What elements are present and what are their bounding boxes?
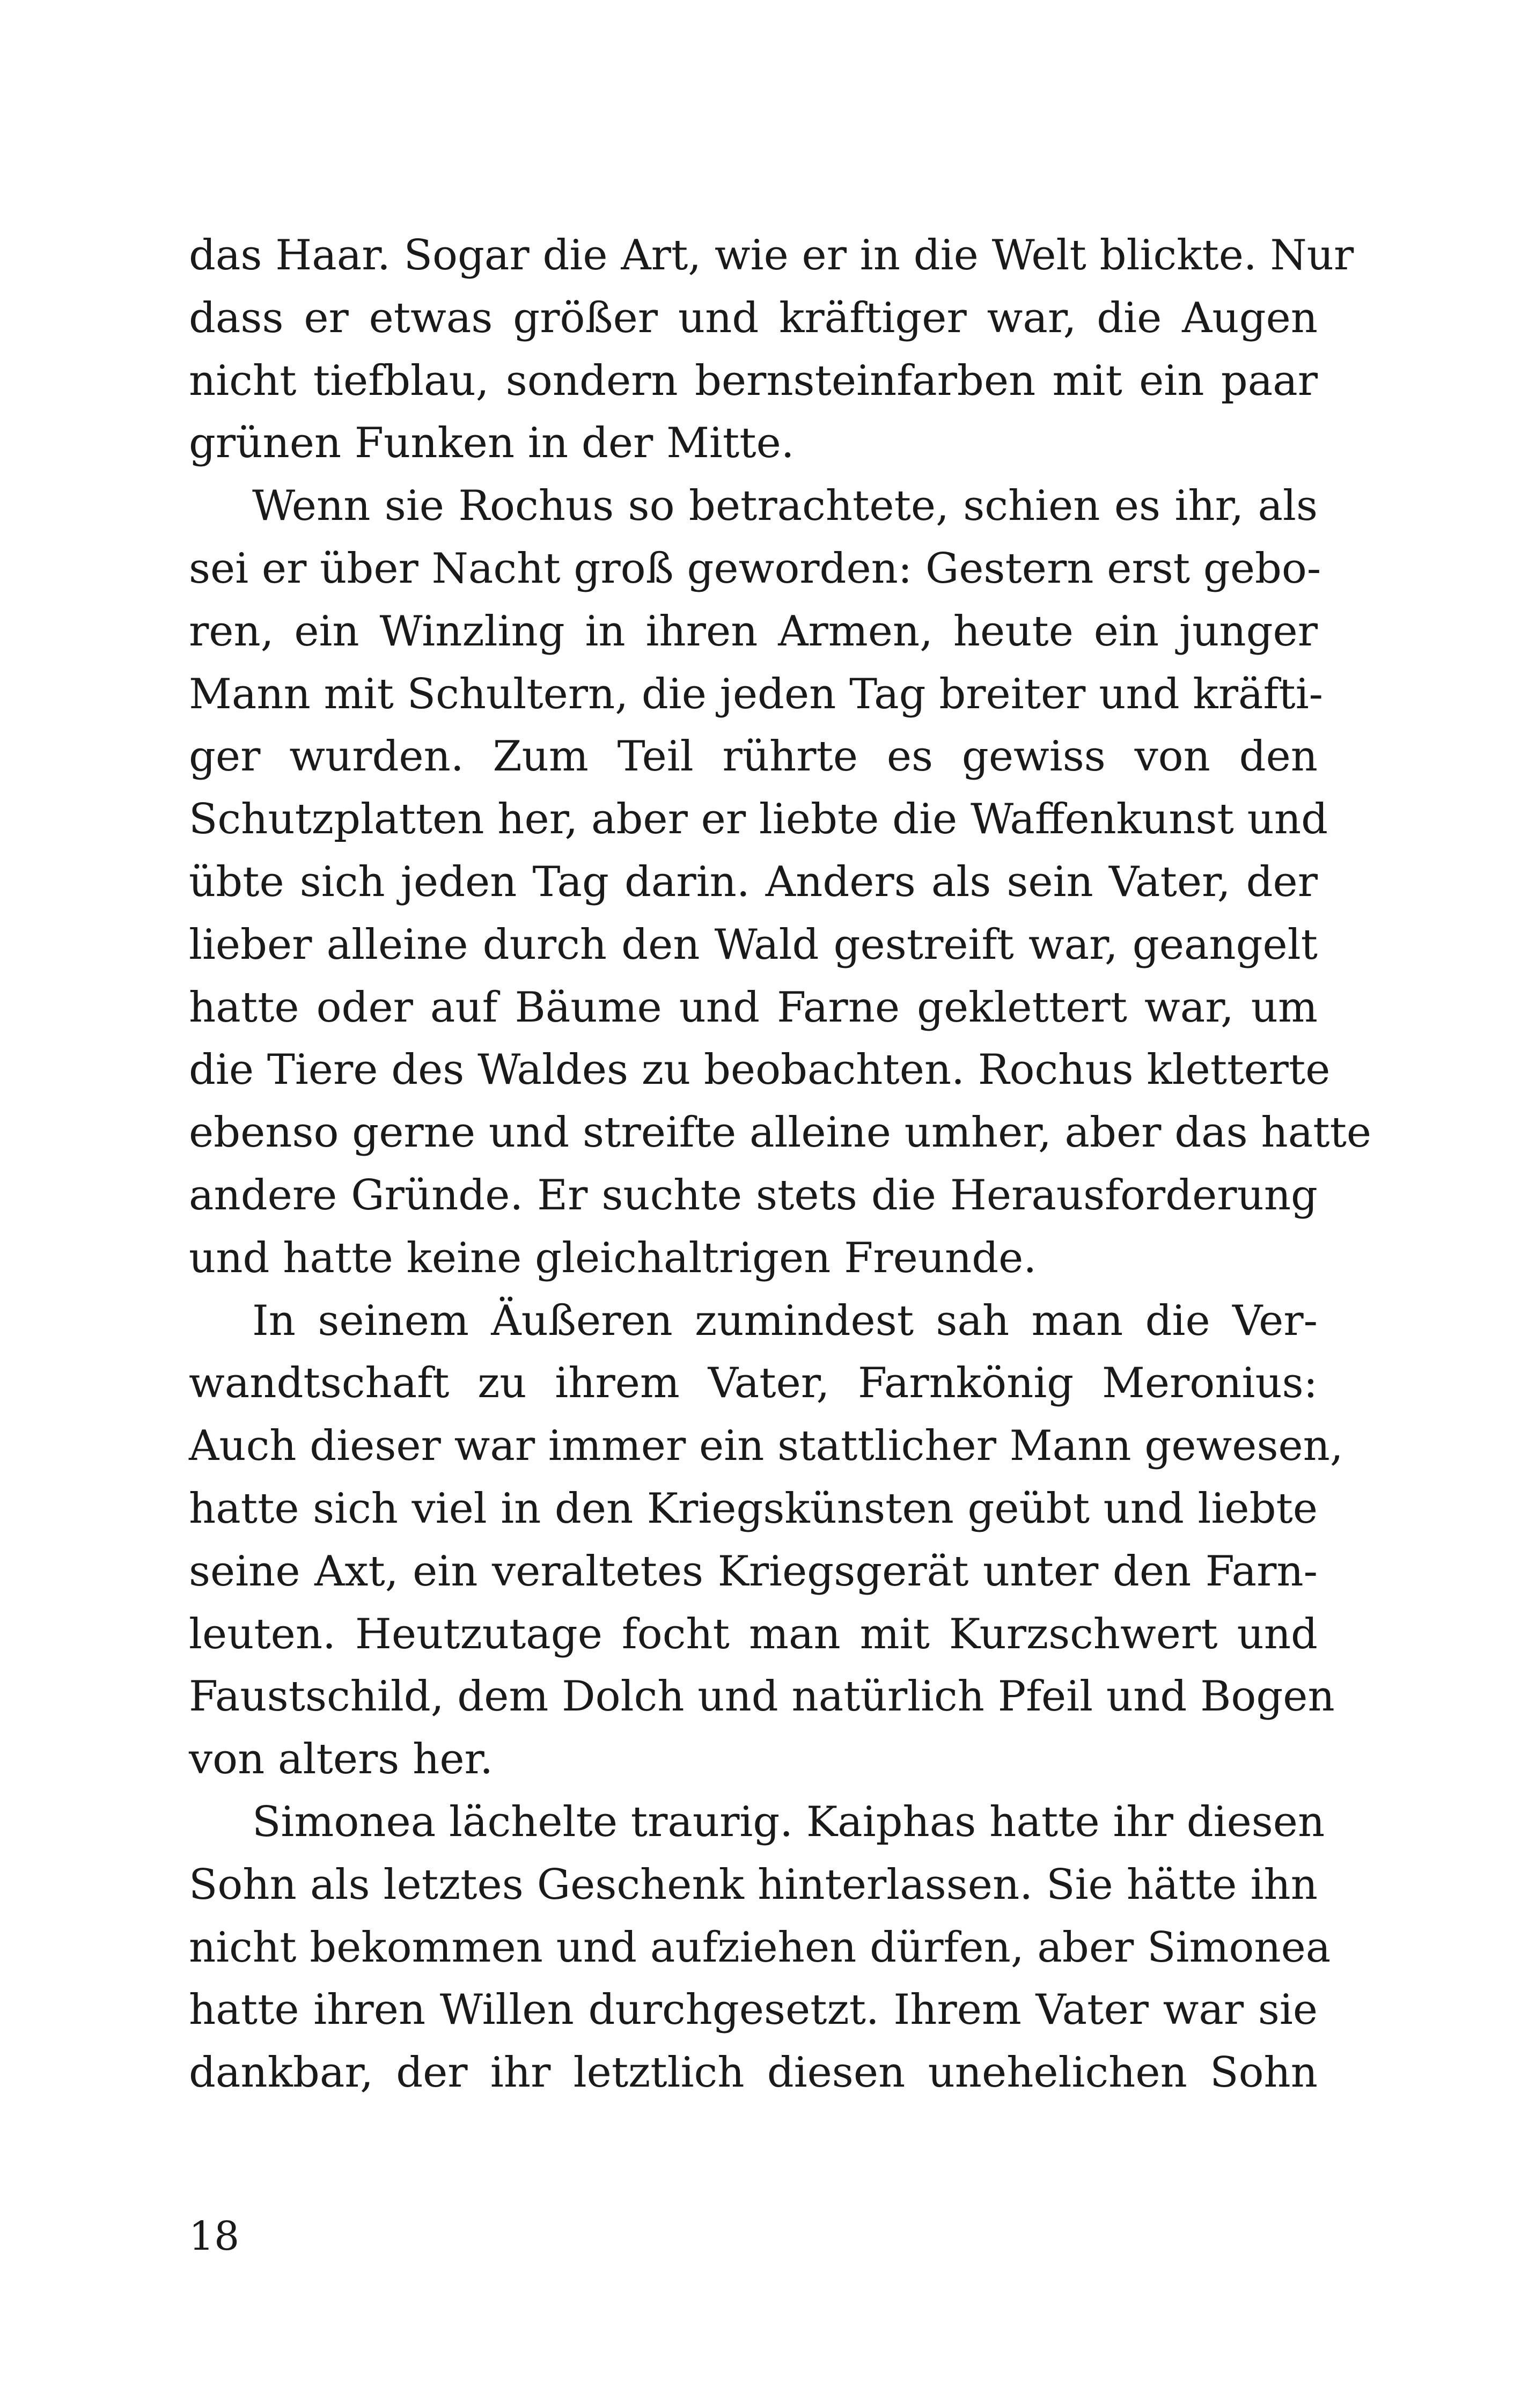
text-line: dass er etwas größer und kräftiger war, die Augen: [189, 293, 1318, 342]
text-line: Schutzplatten her, aber er liebte die Waffenkunst und: [189, 795, 1328, 844]
text-line: nicht bekommen und aufziehen dürfen, aber Simonea: [189, 1923, 1331, 1972]
text-line: Sohn als letztes Geschenk hinterlassen. Sie hätte ihn: [189, 1860, 1318, 1909]
text-line: lieber alleine durch den Wald gestreift war, geangelt: [189, 920, 1318, 969]
text-line: dankbar, der ihr letztlich diesen unehelichen Sohn: [189, 2049, 1318, 2097]
text-line: Faustschild, dem Dolch und natürlich Pfeil und Bogen: [189, 1672, 1335, 1721]
text-line: übte sich jeden Tag darin. Anders als sein Vater, der: [189, 857, 1318, 906]
paragraph-start-line: In seinem Äußeren zumindest sah man die Ver-: [252, 1296, 1318, 1345]
text-line: andere Gründe. Er suchte stets die Herausforderung: [189, 1171, 1318, 1220]
page-number: 18: [189, 2213, 240, 2259]
text-line: wandtschaft zu ihrem Vater, Farnkönig Meronius:: [189, 1359, 1318, 1408]
text-line: von alters her.: [189, 1735, 494, 1784]
text-line: hatte sich viel in den Kriegskünsten geübt und liebte: [189, 1484, 1318, 1533]
text-line: hatte ihren Willen durchgesetzt. Ihrem Vater war sie: [189, 1986, 1318, 2035]
text-line: die Tiere des Waldes zu beobachten. Rochus kletterte: [189, 1046, 1331, 1095]
text-line: ger wurden. Zum Teil rührte es gewiss von den: [189, 732, 1318, 781]
text-line: sei er über Nacht groß geworden: Gestern erst gebo-: [189, 544, 1321, 593]
text-line: grünen Funken in der Mitte.: [189, 419, 795, 468]
text-line: das Haar. Sogar die Art, wie er in die Welt blickte. Nur: [189, 231, 1354, 280]
text-line: leuten. Heutzutage focht man mit Kurzschwert und: [189, 1610, 1318, 1658]
text-line: seine Axt, ein veraltetes Kriegsgerät unter den Farn-: [189, 1547, 1318, 1596]
text-line: ebenso gerne und streifte alleine umher, aber das hatte: [189, 1108, 1372, 1157]
text-line: Auch dieser war immer ein stattlicher Mann gewesen,: [189, 1422, 1343, 1471]
text-line: hatte oder auf Bäume und Farne geklettert war, um: [189, 983, 1318, 1032]
body-text: [189, 224, 1372, 2104]
paragraph-start-line: Simonea lächelte traurig. Kaiphas hatte ihr diesen: [252, 1797, 1325, 1846]
text-line: Mann mit Schultern, die jeden Tag breiter und kräfti-: [189, 670, 1323, 718]
text-line: ren, ein Winzling in ihren Armen, heute ein junger: [189, 607, 1318, 656]
text-line: nicht tiefblau, sondern bernsteinfarben mit ein paar: [189, 356, 1318, 405]
paragraph-start-line: Wenn sie Rochus so betrachtete, schien es ihr, als: [252, 482, 1318, 531]
text-line: und hatte keine gleichaltrigen Freunde.: [189, 1234, 1037, 1282]
